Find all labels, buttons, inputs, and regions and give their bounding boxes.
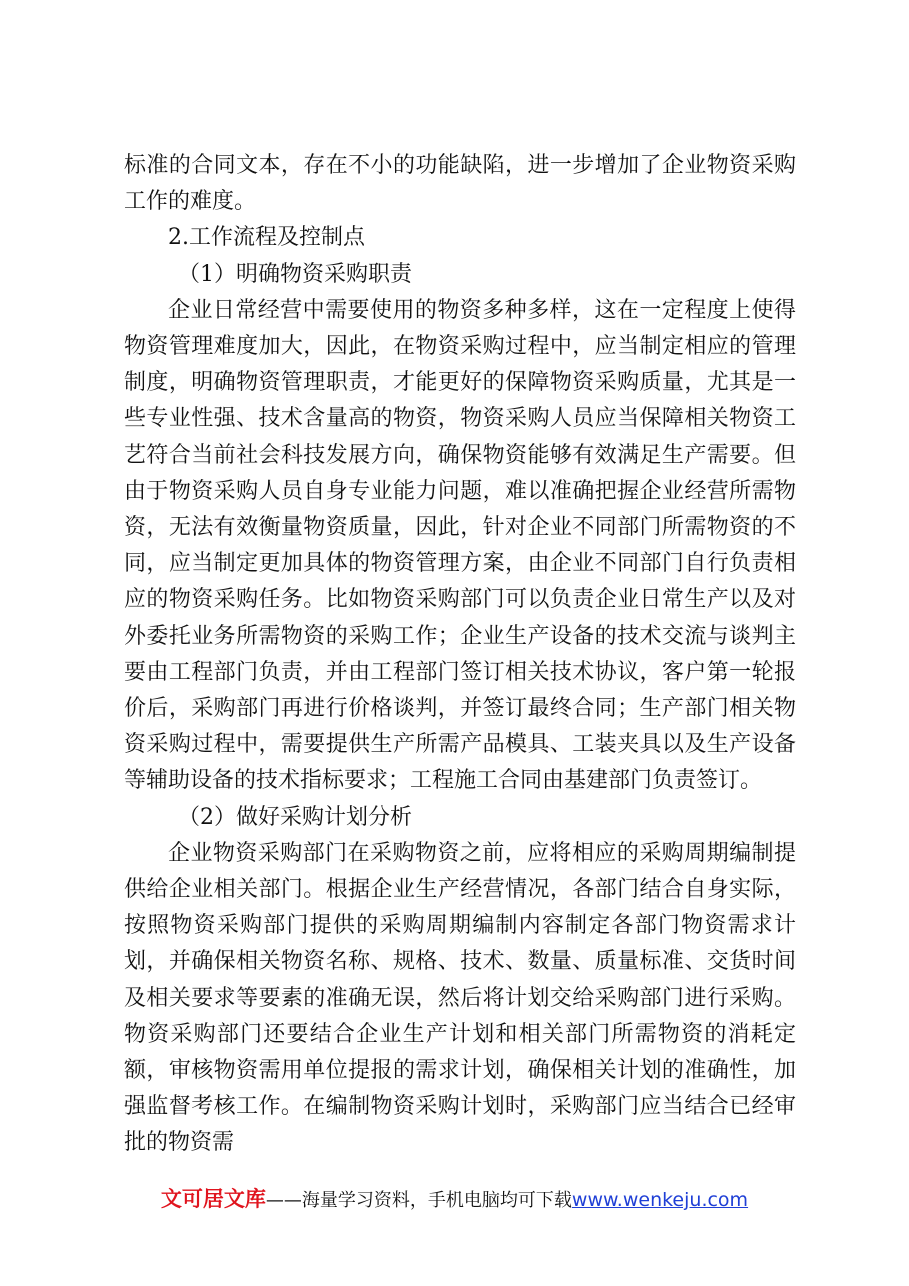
body-paragraph: 企业日常经营中需要使用的物资多种多样，这在一定程度上使得物资管理难度加大，因此，在物资采购过程中，应当制定相应的管理制度，明确物资管理职责，才能更好的保障物资采购质量，尤其是一些专业性强、技术含量高的物资，物资采购人员应当保障相关物资工艺符合当前社会科技发展方向，确保物资能够有效满足生产需要。但由于物资采购人员自身专业能力问题，难以准确把握企业经营所需物资，无法有效衡量物资质量，因此，针对企业不同部门所需物资的不同，应当制定更加具体的物资管理方案，由企业不同部门自行负责相应的物资采购任务。比如物资采购部门可以负责企业日常生产以及对外委托业务所需物资的采购工作；企业生产设备的技术交流与谈判主要由工程部门负责，并由工程部门签订相关技术协议，客户第一轮报价后，采购部门再进行价格谈判，并签订最终合同；生产部门相关物资采购过程中，需要提供生产所需产品模具、工装夹具以及生产设备等辅助设备的技术指标要求；工程施工合同由基建部门负责签订。 <box>124 297 796 794</box>
paragraph-continuation: 标准的合同文本，存在不小的功能缺陷，进一步增加了企业物资采购工作的难度。 <box>124 153 796 215</box>
body-paragraph: 企业物资采购部门在采购物资之前，应将相应的采购周期编制提供给企业相关部门。根据企业生产经营情况，各部门结合自身实际，按照物资采购部门提供的采购周期编制内容制定各部门物资需求计划，并确保相关物资名称、规格、技术、数量、质量标准、交货时间及相关要求等要素的准确无误，然后将计划交给采购部门进行采购。物资采购部门还要结合企业生产计划和相关部门所需物资的消耗定额，审核物资需用单位提报的需求计划，确保相关计划的准确性，加强监督考核工作。在编制物资采购计划时，采购部门应当结合已经审批的物资需 <box>124 840 796 1156</box>
footer-slogan: 海量学习资料，手机电脑均可下载 <box>301 1190 572 1211</box>
footer-dash: —— <box>265 1190 302 1211</box>
footer-banner <box>0 1183 909 1213</box>
section-heading: 2.工作流程及控制点 <box>168 225 365 251</box>
footer-link[interactable]: www.wenkeju.com <box>571 1189 749 1211</box>
brand-name: 文可居文库 <box>160 1187 266 1211</box>
subsection-heading: （1）明确物资采购职责 <box>178 261 412 287</box>
document-body <box>124 148 796 1162</box>
subsection-heading: （2）做好采购计划分析 <box>178 804 412 830</box>
